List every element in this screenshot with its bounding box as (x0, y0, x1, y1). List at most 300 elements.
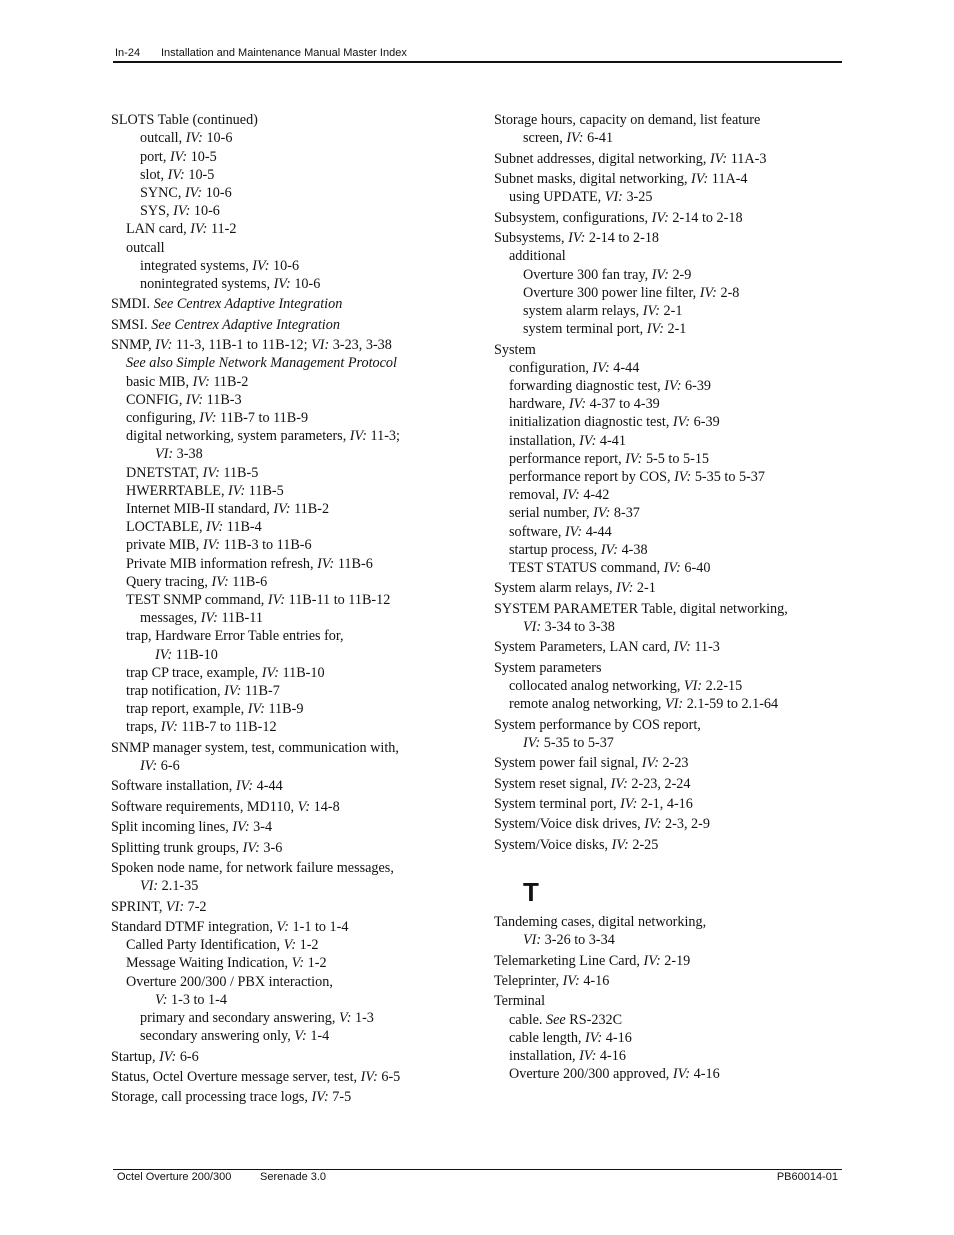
entry-term: secondary answering only, (140, 1028, 291, 1045)
entry-pages: 6-6 (179, 1048, 199, 1065)
entry-pages: 1-2 (307, 955, 327, 972)
index-entry (140, 1009, 481, 1027)
entry-term: performance report by COS, (509, 468, 671, 485)
entry-pages: 6-39 (693, 414, 720, 431)
entry-volume: V: (276, 918, 289, 935)
index-entry (140, 257, 481, 275)
entry-term: Storage hours, capacity on demand, list feature (494, 112, 761, 129)
entry-volume: IV: (579, 432, 597, 449)
header-rule (113, 61, 842, 63)
entry-pages: 11B-6 (232, 573, 268, 590)
index-entry (140, 184, 481, 202)
entry-pages: 2-19 (664, 952, 691, 969)
entry-term: System/Voice disk drives, (494, 816, 641, 833)
entry-pages: 10-6 (205, 185, 232, 201)
entry-term: Standard DTMF integration, (111, 918, 273, 935)
entry-term: collocated analog networking, (509, 677, 681, 694)
entry-term: startup process, (509, 541, 598, 558)
index-entry (111, 316, 481, 334)
entry-pages: 11B-3 (206, 391, 242, 408)
entry-volume: IV: (247, 701, 265, 718)
index-entry (509, 504, 834, 522)
entry-pages: 4-16 (599, 1047, 626, 1064)
index-entry (126, 954, 481, 972)
index-entry (494, 815, 834, 833)
entry-term: System/Voice disks, (494, 836, 609, 853)
entry-volume: IV: (642, 302, 660, 319)
entry-volume: V: (291, 955, 305, 972)
index-entry (509, 541, 834, 559)
entry-term: SYSTEM PARAMETER Table, digital networking, (494, 600, 788, 617)
entry-pages: 11B-2 (213, 373, 249, 390)
entry-term: private MIB, (126, 537, 200, 554)
index-entry (111, 336, 481, 354)
index-entry (111, 739, 481, 757)
entry-pages: 2-1, 4-16 (640, 795, 693, 812)
entry-term: CONFIG, (126, 391, 183, 408)
entry-pages: 11-3; (370, 428, 400, 445)
index-entry (126, 718, 481, 736)
entry-term: Internet MIB-II standard, (126, 501, 270, 518)
entry-volume: IV: (349, 428, 367, 445)
entry-pages: 5-35 to 5-37 (543, 734, 614, 751)
entry-pages: 11B-5 (223, 464, 259, 481)
index-entry (111, 898, 481, 916)
entry-term: System terminal port, (494, 795, 617, 812)
entry-volume: IV: (200, 610, 218, 627)
entry-pages: 11-2 (210, 221, 237, 238)
entry-volume: IV: (232, 819, 250, 836)
entry-volume: VI: (165, 898, 185, 915)
manual-title: Installation and Maintenance Manual Master Index (161, 47, 407, 59)
index-entry (509, 1011, 834, 1029)
index-entry (509, 395, 834, 413)
index-entry (494, 170, 834, 188)
entry-term: System power fail signal, (494, 755, 639, 772)
index-entry (494, 754, 834, 772)
entry-term: screen, (523, 130, 563, 147)
index-entry (523, 284, 834, 302)
entry-term: Software requirements, MD110, (111, 798, 295, 815)
entry-pages: 11B-10 (282, 664, 325, 681)
entry-term: Tandeming cases, digital networking, (494, 913, 707, 930)
entry-pages: 7-2 (187, 898, 207, 915)
entry-term: hardware, (509, 396, 566, 413)
index-entry (509, 377, 834, 395)
entry-volume: IV: (568, 396, 587, 413)
footer-product: Octel Overture 200/300 (117, 1171, 232, 1183)
entry-pages: 11B-2 (294, 501, 330, 518)
index-entry (140, 129, 481, 147)
entry-pages: 2-25 (632, 836, 659, 853)
entry-pages: RS-232C (569, 1011, 623, 1028)
index-entry (494, 229, 834, 247)
index-entry (523, 734, 834, 752)
index-entry (523, 618, 834, 636)
index-entry (126, 627, 481, 645)
entry-pages: 4-42 (583, 487, 610, 504)
entry-term: traps, (126, 719, 158, 736)
entry-volume: IV: (579, 1047, 597, 1064)
entry-volume: IV: (185, 391, 204, 408)
entry-volume: IV: (140, 758, 158, 775)
index-entry (126, 391, 481, 409)
entry-volume: IV: (585, 1029, 603, 1046)
entry-volume: IV: (664, 377, 682, 394)
entry-pages: 2-8 (720, 284, 740, 301)
entry-pages: 10-5 (190, 148, 217, 165)
entry-volume: V: (283, 937, 297, 954)
entry-pages: 3-38 (176, 446, 203, 463)
index-entry (126, 518, 481, 536)
index-entry (494, 795, 834, 813)
entry-term: Subsystems, (494, 230, 565, 247)
entry-pages: 11B-4 (226, 519, 262, 536)
entry-term: trap, Hardware Error Table entries for, (126, 628, 344, 645)
entry-pages: 1-3 to 1-4 (171, 991, 227, 1008)
entry-term: serial number, (509, 505, 590, 522)
entry-volume: IV: (273, 501, 291, 518)
entry-volume: IV: (360, 1068, 378, 1085)
entry-pages: 11B-10 (175, 646, 218, 663)
entry-pages: 4-16 (693, 1066, 720, 1083)
index-entry (111, 1048, 481, 1066)
entry-volume: IV: (651, 209, 669, 226)
index-entry (126, 409, 481, 427)
index-entry (523, 320, 834, 338)
entry-volume: IV: (267, 592, 286, 609)
entry-term: Splitting trunk groups, (111, 839, 240, 856)
entry-pages: 3-4 (253, 819, 273, 836)
entry-volume: IV: (641, 755, 659, 772)
index-entry (126, 973, 481, 991)
entry-term: TEST SNMP command, (126, 592, 265, 609)
entry-pages: 6-5 (381, 1068, 401, 1085)
entry-pages: 10-6 (206, 130, 233, 147)
index-entry (126, 464, 481, 482)
entry-term: outcall (126, 239, 165, 256)
entry-volume: IV: (674, 468, 692, 485)
page-footer (113, 1170, 842, 1186)
entry-term: SYNC, (140, 185, 182, 201)
entry-pages: 6-39 (685, 377, 712, 394)
index-entry (509, 188, 834, 206)
index-entry (111, 918, 481, 936)
index-entry (126, 573, 481, 591)
entry-term: trap report, example, (126, 701, 245, 718)
index-entry (509, 468, 834, 486)
entry-term: Telemarketing Line Card, (494, 952, 640, 969)
entry-term: forwarding diagnostic test, (509, 377, 661, 394)
entry-volume: IV: (159, 1048, 177, 1065)
index-entry (111, 818, 481, 836)
entry-volume: VI: (523, 932, 542, 949)
index-entry (126, 482, 481, 500)
entry-volume: IV: (600, 541, 619, 558)
entry-term: Subsystem, configurations, (494, 209, 649, 226)
entry-volume: IV: (273, 276, 291, 293)
entry-pages: 10-5 (188, 166, 215, 183)
index-entry (140, 166, 481, 184)
entry-term: Subnet masks, digital networking, (494, 171, 688, 188)
entry-pages: 1-2 (299, 937, 319, 954)
index-entry (494, 913, 834, 931)
entry-pages: 11A-3 (730, 150, 767, 167)
entry-volume: IV: (691, 171, 709, 188)
entry-term: HWERRTABLE, (126, 482, 225, 499)
entry-pages: 11B-9 (268, 701, 304, 718)
entry-pages: 4-44 (613, 359, 640, 376)
entry-term: Called Party Identification, (126, 937, 281, 954)
entry-volume: IV: (646, 321, 664, 338)
entry-term: slot, (140, 166, 165, 183)
entry-pages: 4-44 (585, 523, 612, 540)
index-entry (126, 591, 481, 609)
entry-pages: 4-38 (621, 541, 648, 558)
index-entry (155, 445, 481, 463)
entry-volume: IV: (192, 373, 210, 390)
entry-pages: 3-34 to 3-38 (544, 618, 615, 635)
entry-volume: IV: (252, 257, 270, 274)
entry-term: installation, (509, 1047, 576, 1064)
index-entry (111, 111, 481, 129)
entry-pages: 11B-7 to 11B-12 (181, 719, 277, 736)
entry-term: Teleprinter, (494, 972, 560, 989)
entry-pages: 11A-4 (711, 171, 748, 188)
entry-term: System alarm relays, (494, 580, 613, 597)
entry-volume: V: (338, 1010, 352, 1026)
entry-term: Overture 300 fan tray, (523, 266, 649, 283)
entry-pages: 6-41 (587, 130, 614, 147)
index-entry (140, 1027, 481, 1045)
entry-pages: 7-5 (332, 1089, 352, 1106)
entry-pages: 2-23 (662, 755, 689, 772)
index-entry (494, 341, 834, 359)
index-entry (509, 359, 834, 377)
entry-volume: V: (155, 991, 168, 1008)
entry-pages: 1-4 (310, 1028, 330, 1045)
entry-volume: IV: (211, 573, 229, 590)
entry-pages: 8-37 (613, 505, 640, 522)
t-entries (494, 913, 834, 1083)
entry-volume: VI: (604, 189, 623, 206)
entry-pages: 2-1 (667, 321, 687, 338)
entry-term: System reset signal, (494, 775, 608, 792)
entry-pages: 10-6 (193, 203, 220, 220)
index-entry (140, 757, 481, 775)
index-entry (494, 659, 834, 677)
entry-term: additional (509, 248, 566, 265)
entry-term: Split incoming lines, (111, 819, 229, 836)
index-entry (126, 682, 481, 700)
entry-pages: 11-3, 11B-1 to 11B-12; (175, 337, 308, 354)
entry-pages: 4-37 to 4-39 (589, 396, 660, 413)
entry-pages: 3-26 to 3-34 (544, 932, 615, 949)
index-entry (509, 450, 834, 468)
entry-volume: IV: (185, 130, 203, 147)
entry-volume: IV: (562, 487, 580, 504)
index-entry (111, 1088, 481, 1106)
index-entry (494, 972, 834, 990)
entry-volume: IV: (616, 580, 634, 597)
entry-pages: 11B-6 (337, 555, 373, 572)
entry-pages: 11B-7 to 11B-9 (220, 410, 309, 426)
entry-volume: IV: (199, 410, 217, 426)
entry-pages: 11B-11 to 11B-12 (288, 592, 391, 609)
index-entry (494, 150, 834, 168)
entry-term: trap CP trace, example, (126, 664, 259, 681)
entry-pages: 14-8 (313, 798, 340, 815)
entry-pages: 3-25 (626, 189, 653, 206)
footer-release: Serenade 3.0 (260, 1171, 327, 1183)
index-entry (494, 579, 834, 597)
entry-term: cable. (509, 1011, 543, 1028)
index-entry (494, 209, 834, 227)
index-entry (126, 427, 481, 445)
entry-term: system terminal port, (523, 321, 644, 338)
entry-pages: 2-9 (672, 266, 692, 283)
index-entry (494, 836, 834, 854)
entry-term: SMSI. (111, 316, 148, 333)
index-entry (111, 777, 481, 795)
entry-volume: IV: (155, 337, 173, 354)
entry-term: configuring, (126, 410, 196, 426)
entry-volume: IV: (651, 266, 669, 283)
entry-pages: 10-6 (294, 276, 321, 293)
entry-volume: IV: (261, 664, 279, 681)
entry-pages: 4-41 (599, 432, 626, 449)
index-entry (494, 775, 834, 793)
index-entry (509, 695, 834, 713)
entry-term: System parameters (494, 659, 602, 676)
entry-term: nonintegrated systems, (140, 276, 271, 293)
index-entry (126, 373, 481, 391)
entry-term: Message Waiting Indication, (126, 955, 289, 972)
index-entry (509, 247, 834, 265)
page-number: In-24 (115, 47, 141, 59)
entry-term: performance report, (509, 450, 622, 467)
entry-pages: 11B-3 to 11B-6 (223, 537, 312, 554)
entry-pages: 3-23, 3-38 (332, 337, 392, 354)
entry-volume: IV: (643, 952, 661, 969)
index-entry (523, 302, 834, 320)
index-entry (126, 239, 481, 257)
entry-term: SMDI. (111, 296, 151, 313)
entry-volume: IV: (672, 414, 691, 431)
entry-term: port, (140, 148, 167, 165)
index-entry (509, 1065, 834, 1083)
entry-volume: VI: (140, 878, 159, 895)
entry-term: basic MIB, (126, 373, 190, 390)
index-entry (126, 936, 481, 954)
entry-term: software, (509, 523, 562, 540)
entry-volume: See Centrex Adaptive Integration (153, 296, 343, 313)
index-entry (509, 432, 834, 450)
entry-pages: 2.1-59 to 2.1-64 (686, 696, 779, 713)
entry-term: initialization diagnostic test, (509, 414, 670, 431)
index-entry (494, 111, 834, 129)
entry-term: SNMP manager system, test, communication with, (111, 739, 399, 756)
entry-term: integrated systems, (140, 257, 249, 274)
index-entry (111, 859, 481, 877)
s-entries (494, 111, 834, 854)
page-header (113, 46, 842, 62)
entry-term: Private MIB information refresh, (126, 555, 314, 572)
entry-volume: IV: (184, 185, 203, 201)
index-entry (140, 877, 481, 895)
index-entry (494, 952, 834, 970)
entry-volume: See Centrex Adaptive Integration (151, 316, 340, 333)
entry-term: removal, (509, 487, 560, 504)
index-column-left (111, 109, 481, 1107)
entry-term: SYS, (140, 203, 170, 220)
entry-volume: IV: (167, 166, 185, 183)
index-entry (126, 700, 481, 718)
entry-term: Overture 200/300 / PBX interaction, (126, 973, 333, 990)
index-entry (140, 275, 481, 293)
entry-term: remote analog networking, (509, 696, 662, 713)
entry-term: outcall, (140, 130, 183, 147)
entry-volume: IV: (673, 639, 691, 656)
entry-term: System performance by COS report, (494, 716, 701, 733)
entry-term: Status, Octel Overture message server, test, (111, 1068, 358, 1085)
entry-volume: IV: (709, 150, 728, 167)
entry-pages: 10-6 (273, 257, 300, 274)
entry-pages: 4-44 (256, 778, 283, 795)
entry-volume: IV: (202, 537, 221, 554)
entry-term: System Parameters, LAN card, (494, 639, 671, 656)
entry-term: using UPDATE, (509, 189, 602, 206)
index-entry (126, 536, 481, 554)
entry-pages: 2-14 to 2-18 (672, 209, 743, 226)
index-entry (494, 716, 834, 734)
entry-term: SLOTS Table (continued) (111, 112, 258, 129)
entry-term: Software installation, (111, 778, 233, 795)
entry-pages: 2-14 to 2-18 (588, 230, 660, 247)
index-entry (155, 991, 481, 1009)
entry-volume: VI: (311, 337, 330, 354)
entry-term: primary and secondary answering, (140, 1010, 336, 1026)
index-entry (126, 354, 481, 372)
entry-pages: 11-3 (694, 639, 720, 656)
entry-pages: 2-3, 2-9 (665, 816, 710, 833)
entry-volume: IV: (311, 1089, 329, 1106)
index-entry (126, 220, 481, 238)
entry-volume: IV: (699, 284, 717, 301)
entry-term: configuration, (509, 359, 589, 376)
entry-term: Overture 200/300 approved, (509, 1066, 670, 1083)
entry-volume: See also Simple Network Management Protocol (126, 355, 397, 372)
entry-pages: 1-1 to 1-4 (292, 918, 349, 935)
entry-pages: 11B-7 (244, 683, 280, 700)
index-entry (494, 600, 834, 618)
entry-volume: IV: (206, 519, 224, 536)
index-column-right (494, 109, 834, 1083)
entry-volume: IV: (317, 555, 335, 572)
entry-term: Overture 300 power line filter, (523, 284, 697, 301)
entry-volume: IV: (169, 148, 188, 165)
entry-volume: IV: (620, 795, 638, 812)
entry-volume: IV: (611, 836, 629, 853)
entry-volume: IV: (155, 646, 173, 663)
index-entry (509, 559, 834, 577)
entry-term: Terminal (494, 993, 546, 1010)
index-entry (509, 1029, 834, 1047)
entry-term: trap notification, (126, 683, 221, 700)
index-entry (126, 555, 481, 573)
entry-term: Query tracing, (126, 573, 208, 590)
index-entry (509, 523, 834, 541)
